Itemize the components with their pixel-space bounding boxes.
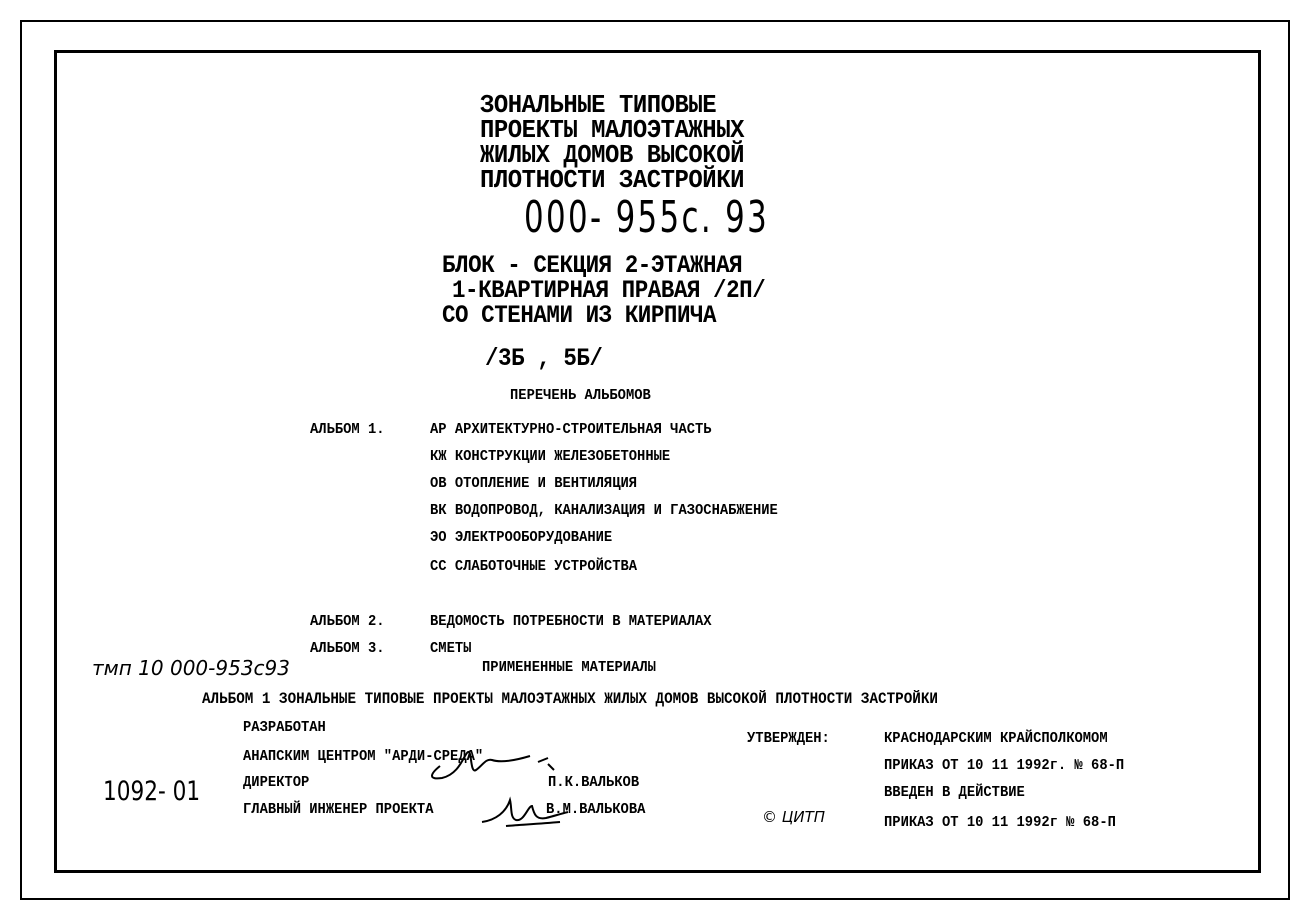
album1-item-kzh: КЖ КОНСТРУКЦИИ ЖЕЛЕЗОБЕТОННЫЕ	[430, 448, 671, 465]
project-code: 000- 955с. 93	[524, 192, 770, 243]
block-line-1: БЛОК - СЕКЦИЯ 2-ЭТАЖНАЯ	[442, 251, 743, 280]
album2-text: ВЕДОМОСТЬ ПОТРЕБНОСТИ В МАТЕРИАЛАХ	[430, 613, 712, 630]
album2-label: АЛЬБОМ 2.	[310, 613, 385, 630]
title-line-2: ПРОЕКТЫ МАЛОЭТАЖНЫХ	[480, 115, 744, 145]
engineer-name: В.М.ВАЛЬКОВА	[546, 801, 646, 818]
album1-item-ss: СС СЛАБОТОЧНЫЕ УСТРОЙСТВА	[430, 558, 638, 575]
tmp-reference: тмп 10 000-953с93	[92, 656, 290, 680]
album1-item-ar: АР АРХИТЕКТУРНО-СТРОИТЕЛЬНАЯ ЧАСТЬ	[430, 421, 712, 438]
engineer-signature-icon	[476, 792, 586, 832]
title-line-4: ПЛОТНОСТИ ЗАСТРОЙКИ	[480, 165, 744, 195]
album1-item-vk: ВК ВОДОПРОВОД, КАНАЛИЗАЦИЯ И ГАЗОСНАБЖЕНИЕ	[430, 502, 778, 519]
album1-label: АЛЬБОМ 1.	[310, 421, 385, 438]
document-number: 1092- 01	[103, 776, 201, 807]
approval-line-1: КРАСНОДАРСКИМ КРАЙСПОЛКОМОМ	[884, 730, 1108, 747]
director-signature-icon	[420, 744, 580, 784]
title-line-1: ЗОНАЛЬНЫЕ ТИПОВЫЕ	[480, 90, 717, 120]
director-title: ДИРЕКТОР	[243, 774, 310, 791]
approval-line-4: ПРИКАЗ ОТ 10 11 1992г № 68-П	[884, 814, 1116, 831]
album3-text: СМЕТЫ	[430, 640, 472, 657]
album1-item-eo: ЭО ЭЛЕКТРООБОРУДОВАНИЕ	[430, 529, 613, 546]
copyright-mark: © ЦИТП	[762, 808, 826, 826]
album3-label: АЛЬБОМ 3.	[310, 640, 385, 657]
approval-label: УТВЕРЖДЕН:	[747, 730, 830, 747]
developer-org: АНАПСКИМ ЦЕНТРОМ "АРДИ-СРЕДА"	[243, 748, 484, 765]
block-line-2: 1-КВАРТИРНАЯ ПРАВАЯ /2П/	[452, 276, 766, 305]
approval-line-2: ПРИКАЗ ОТ 10 11 1992г. № 68-П	[884, 757, 1125, 774]
albums-heading: ПЕРЕЧЕНЬ АЛЬБОМОВ	[510, 387, 651, 404]
engineer-title: ГЛАВНЫЙ ИНЖЕНЕР ПРОЕКТА	[243, 801, 434, 818]
applied-materials-heading: ПРИМЕНЕННЫЕ МАТЕРИАЛЫ	[482, 659, 656, 676]
album1-item-ov: ОВ ОТОПЛЕНИЕ И ВЕНТИЛЯЦИЯ	[430, 475, 638, 492]
title-line-3: ЖИЛЫХ ДОМОВ ВЫСОКОЙ	[480, 140, 744, 170]
developer-label: РАЗРАБОТАН	[243, 719, 326, 736]
applied-materials-line: АЛЬБОМ 1 ЗОНАЛЬНЫЕ ТИПОВЫЕ ПРОЕКТЫ МАЛОЭТАЖНЫХ ЖИЛЫХ ДОМОВ ВЫСОКОЙ ПЛОТНОСТИ ЗАСТРОЙКИ	[202, 690, 938, 708]
director-name: П.К.ВАЛЬКОВ	[548, 774, 640, 791]
approval-line-3: ВВЕДЕН В ДЕЙСТВИЕ	[884, 784, 1025, 801]
block-line-4: /3Б , 5Б/	[485, 344, 603, 373]
block-line-3: СО СТЕНАМИ ИЗ КИРПИЧА	[442, 301, 717, 330]
